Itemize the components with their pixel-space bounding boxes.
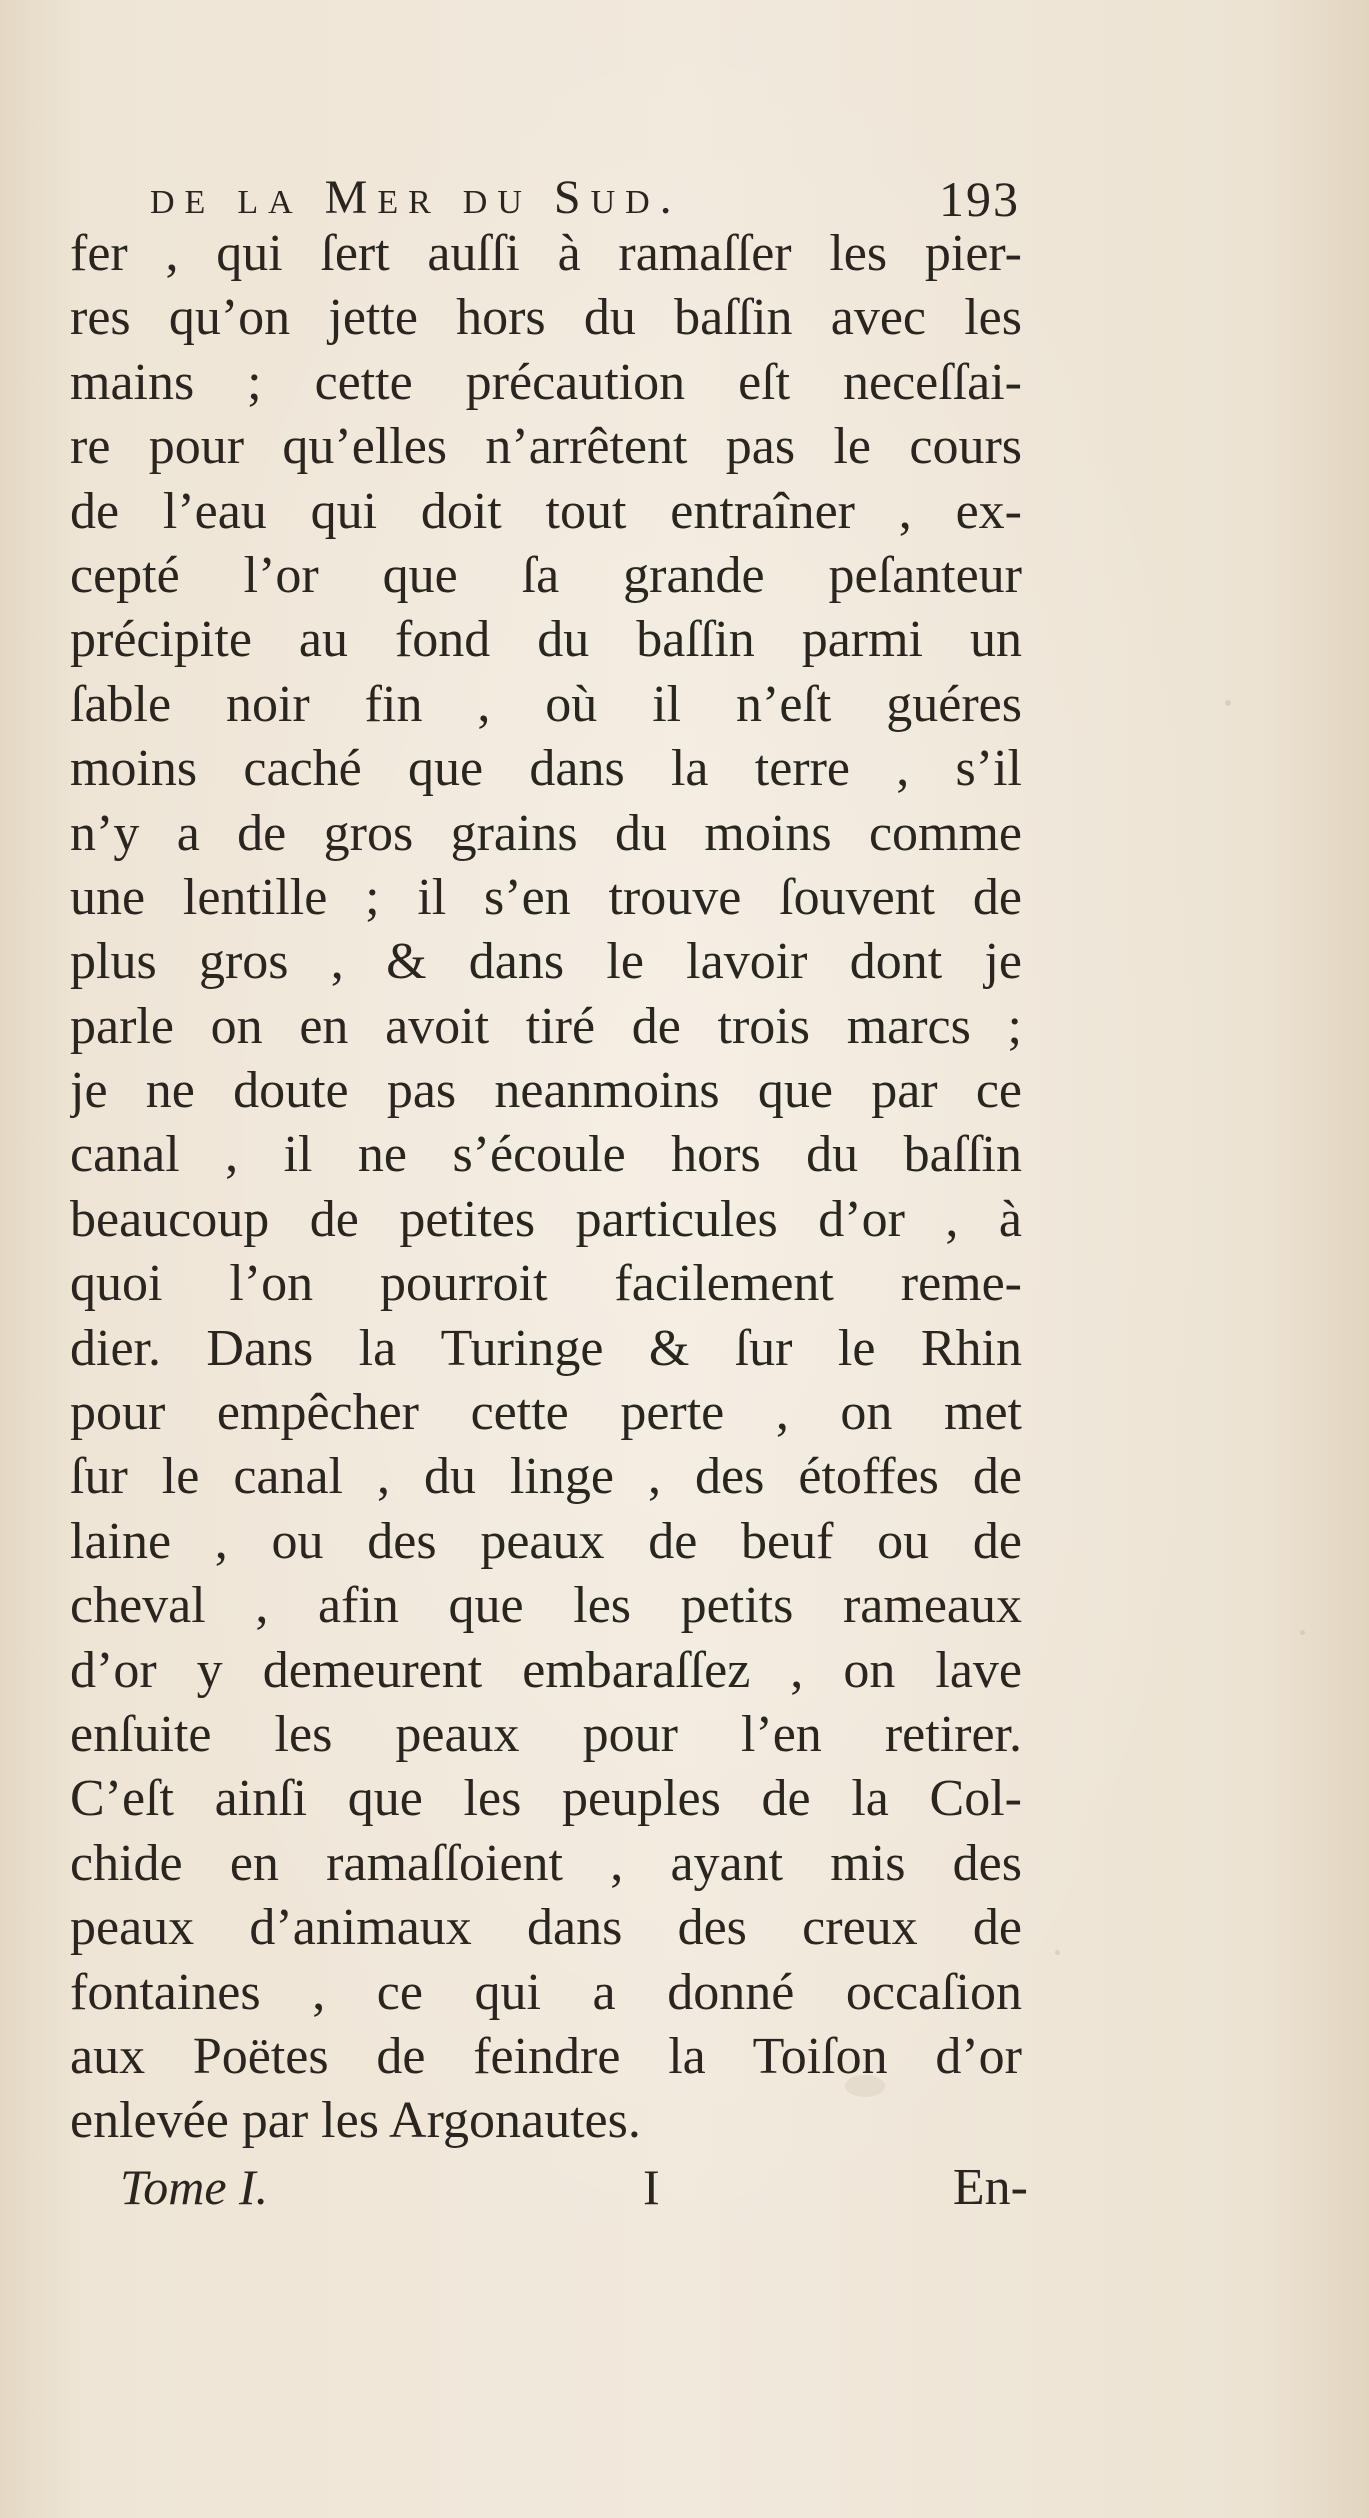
volume-signature: Tome I. (120, 2159, 269, 2215)
text-line: enſuite les peaux pour l’en retirer. (70, 1705, 1022, 1763)
gathering-signature: I (643, 2159, 660, 2215)
text-line: cheval , afin que les petits rameaux (70, 1577, 1022, 1635)
text-line: fer , qui ſert auſſi à ramaſſer les pier- (70, 225, 1022, 282)
text-line: canal , il ne s’écoule hors du baſſin (70, 1126, 1022, 1184)
text-line: laine , ou des peaux de beuf ou de (70, 1512, 1022, 1570)
catchword: En- (952, 2159, 1028, 2216)
text-line: peaux d’animaux dans des creux de (70, 1899, 1022, 1957)
page-number: 193 (939, 171, 1020, 227)
text-line: beaucoup de petites particules d’or , à (70, 1190, 1022, 1248)
text-line: enlevée par les Argonautes. (70, 2092, 641, 2150)
text-line: je ne doute pas neanmoins que par ce (70, 1062, 1022, 1120)
text-line: aux Poëtes de feindre la Toiſon d’or (70, 2027, 1022, 2085)
text-line: quoi l’on pourroit facilement reme- (70, 1255, 1022, 1313)
text-line: cepté l’or que ſa grande peſanteur (70, 546, 1022, 604)
text-line: d’or y demeurent embaraſſez , on lave (70, 1641, 1022, 1699)
text-line: fontaines , ce qui a donné occaſion (70, 1963, 1022, 2021)
text-line: C’eſt ainſi que les peuples de la Col- (70, 1770, 1022, 1828)
text-line: re pour qu’elles n’arrêtent pas le cours (70, 418, 1022, 476)
text-line: plus gros , & dans le lavoir dont je (70, 933, 1022, 991)
text-line: précipite au fond du baſſin parmi un (70, 611, 1022, 669)
text-line: mains ; cette précaution eſt neceſſai- (70, 353, 1022, 411)
paper-stain (1055, 1950, 1060, 1955)
text-line: n’y a de gros grains du moins comme (70, 804, 1022, 862)
text-line: moins caché que dans la terre , s’il (70, 740, 1022, 798)
running-head-title: de la Mer du Sud. (150, 171, 682, 224)
text-line: dier. Dans la Turinge & ſur le Rhin (70, 1319, 1022, 1377)
page-footer (120, 2158, 1028, 2228)
text-line: parle on en avoit tiré de trois marcs ; (70, 997, 1022, 1055)
text-line: de l’eau qui doit tout entraîner , ex- (70, 482, 1022, 540)
body-text (70, 222, 1022, 2154)
text-line: ſable noir fin , où il n’eſt guéres (70, 675, 1022, 733)
text-line: chide en ramaſſoient , ayant mis des (70, 1834, 1022, 1892)
text-line: pour empêcher cette perte , on met (70, 1384, 1022, 1442)
text-line: ſur le canal , du linge , des étoffes de (70, 1448, 1022, 1506)
text-line: res qu’on jette hors du baſſin avec les (70, 289, 1022, 347)
text-line: une lentille ; il s’en trouve ſouvent de (70, 868, 1022, 926)
paper-stain (1225, 700, 1231, 706)
paper-stain (1300, 1630, 1305, 1635)
